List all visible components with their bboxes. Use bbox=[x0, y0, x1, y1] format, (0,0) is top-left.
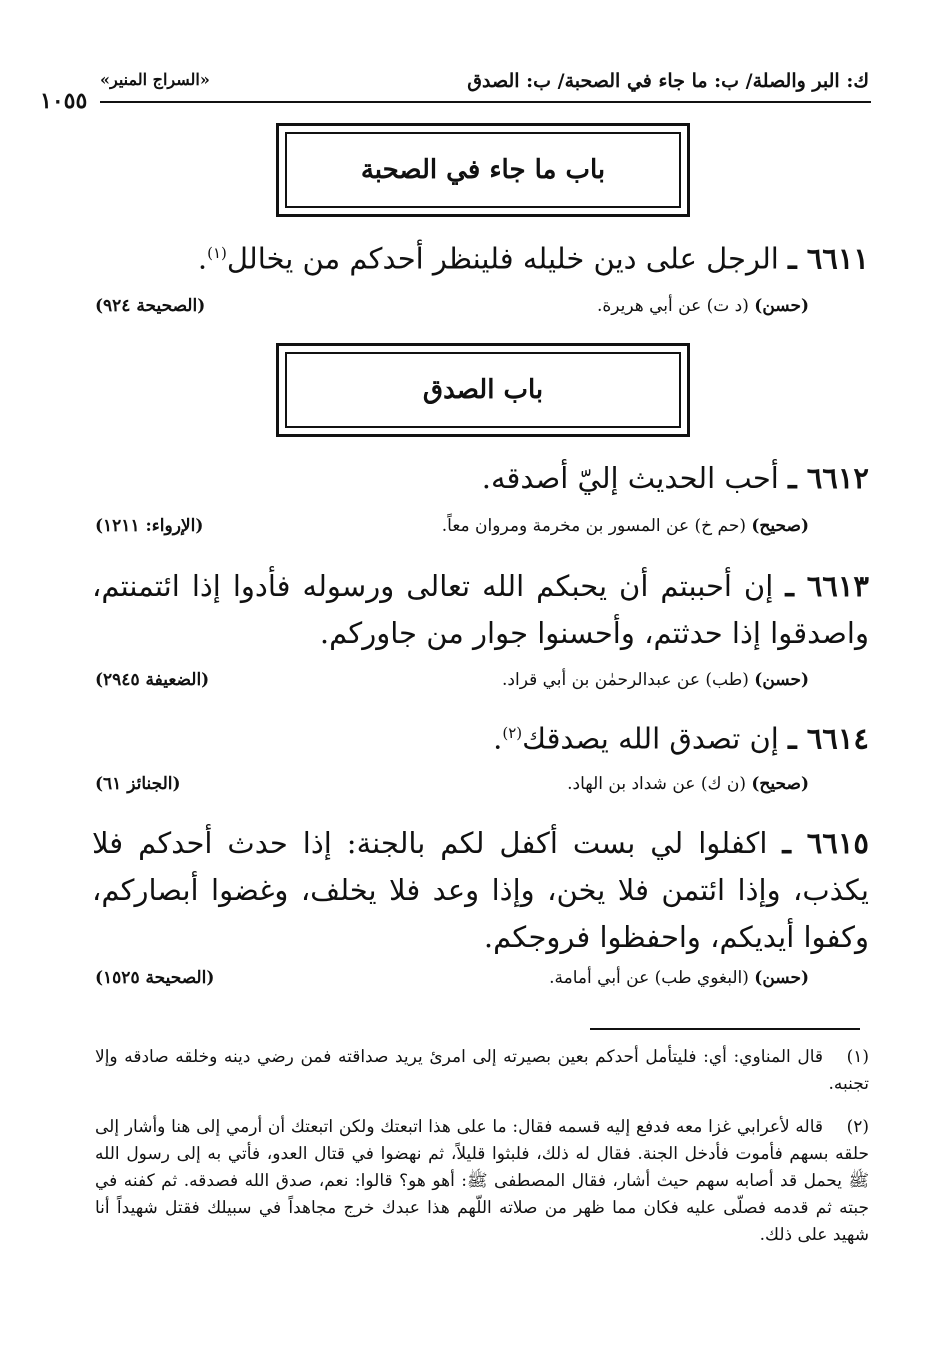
hadith-grade: (صحيح) bbox=[751, 774, 809, 794]
footnote-text: قاله لأعرابي غزا معه فدفع إليه قسمه فقال: ما على هذا اتبعتك ولكن اتبعتك أن أرمي إلى هنا وأشار إلى حلقه بسهم فأموت فأدخل الجنة. فقال له ذلك، فلبثوا قليلاً، ثم نهضوا في قتال العدو، فأتي به إلى رسول الله ﷺ يحمل قد أصابه سهم حيث أشار، فقال المصطفى ﷺ: أهو هو؟ قالوا: نعم، صدق الله فصدقه. ثم كفنه في جبته ثم قدمه فصلّى عليه فكان مما ظهر من صلاته اللّهم هذا عبدك خرج مجاهداً في سبيلك فقتل شهيداً أنا شهيد على ذلك. bbox=[95, 1117, 869, 1245]
page-number: ١٠٥٥ bbox=[40, 88, 88, 114]
chapter-heading: باب ما جاء في الصحبة bbox=[285, 132, 681, 208]
header-rule bbox=[100, 101, 871, 103]
hadith-reference: (الضعيفة ٢٩٤٥) bbox=[95, 670, 210, 690]
hadith-source: (ن ك) عن شداد بن الهاد. bbox=[567, 774, 746, 794]
hadith-text bbox=[92, 820, 869, 961]
hadith-reference: (الصحيحة ٩٢٤) bbox=[95, 296, 206, 316]
hadith-body: أحب الحديث إليّ أصدقه. bbox=[481, 461, 779, 495]
chapter-heading-box bbox=[276, 123, 690, 217]
hadith-text bbox=[92, 563, 869, 657]
hadith-number: ٦٦١٣ ـ bbox=[785, 569, 870, 603]
footnote-ref[interactable]: (١) bbox=[207, 244, 227, 262]
hadith-number: ٦٦١٥ ـ bbox=[782, 826, 870, 860]
hadith-body: إن تصدق الله يصدقك bbox=[522, 721, 779, 756]
hadith-text bbox=[92, 455, 869, 502]
hadith-source-row bbox=[95, 774, 809, 794]
footnote-ref[interactable]: (٢) bbox=[502, 724, 523, 742]
hadith-source-row bbox=[95, 968, 809, 988]
hadith-reference: (الصحيحة ١٥٢٥) bbox=[95, 968, 215, 988]
hadith-grade: (حسن) bbox=[754, 968, 809, 988]
hadith-source: (حم خ) عن المسور بن مخرمة ومروان معاً. bbox=[441, 516, 746, 536]
hadith-source: (البغوي طب) عن أبي أمامة. bbox=[549, 968, 749, 988]
hadith-source: (د ت) عن أبي هريرة. bbox=[596, 296, 749, 316]
hadith-grade: (حسن) bbox=[754, 296, 809, 316]
footnote-number: (١) bbox=[846, 1047, 869, 1067]
hadith-source-row bbox=[95, 296, 809, 316]
chapter-heading-box bbox=[276, 343, 690, 437]
hadith-text: ٦٦١٤ ـ إن تصدق الله يصدقك$^{(٢)}$. bbox=[493, 721, 869, 756]
running-header-chapter: ك: البر والصلة/ ب: ما جاء في الصحبة/ ب: الصدق bbox=[467, 70, 869, 92]
footnote-text: قال المناوي: أي: فليتأمل أحدكم بعين بصيرته إلى امرئ يريد صداقته فمن رضي دينه وخلقه صادقه وإلا تجنبه. bbox=[95, 1047, 869, 1094]
footnote bbox=[95, 1114, 869, 1249]
hadith-source-row bbox=[95, 670, 809, 690]
hadith-grade: (حسن) bbox=[754, 670, 809, 690]
hadith-number: ٦٦١٤ ـ bbox=[788, 721, 869, 756]
chapter-heading: باب الصدق bbox=[285, 352, 681, 428]
hadith-body: إن أحببتم أن يحبكم الله تعالى ورسوله فأدوا إذا ائتمنتم، واصدقوا إذا حدثتم، وأحسنوا جوار من جاوركم. bbox=[92, 569, 869, 650]
footnote-separator bbox=[590, 1028, 860, 1030]
hadith-source: (طب) عن عبدالرحمٰن بن أبي قراد. bbox=[502, 670, 749, 690]
hadith-grade: (صحيح) bbox=[751, 516, 809, 536]
footnote-number: (٢) bbox=[846, 1117, 869, 1137]
footnote bbox=[95, 1044, 869, 1098]
hadith-body: الرجل على دين خليله فلينظر أحدكم من يخالل bbox=[226, 241, 779, 276]
hadith-reference: (الجنائز ٦١) bbox=[95, 774, 181, 794]
hadith-number: ٦٦١٢ ـ bbox=[788, 461, 869, 495]
running-header-book: «السراج المنير» bbox=[100, 70, 210, 89]
hadith-source-row bbox=[95, 516, 809, 536]
hadith-reference: (الإرواء: ١٢١١) bbox=[95, 516, 204, 536]
hadith-text: ٦٦١١ ـ الرجل على دين خليله فلينظر أحدكم من يخالل$^{(١)}$. bbox=[197, 241, 869, 276]
hadith-body: اكفلوا لي بست أكفل لكم بالجنة: إذا حدث أحدكم فلا يكذب، وإذا ائتمن فلا يخن، وإذا وعد فلا يخلف، وغضوا أبصاركم، وكفوا أيديكم، واحفظوا فروجكم. bbox=[92, 826, 869, 954]
hadith-number: ٦٦١١ ـ bbox=[788, 241, 869, 276]
